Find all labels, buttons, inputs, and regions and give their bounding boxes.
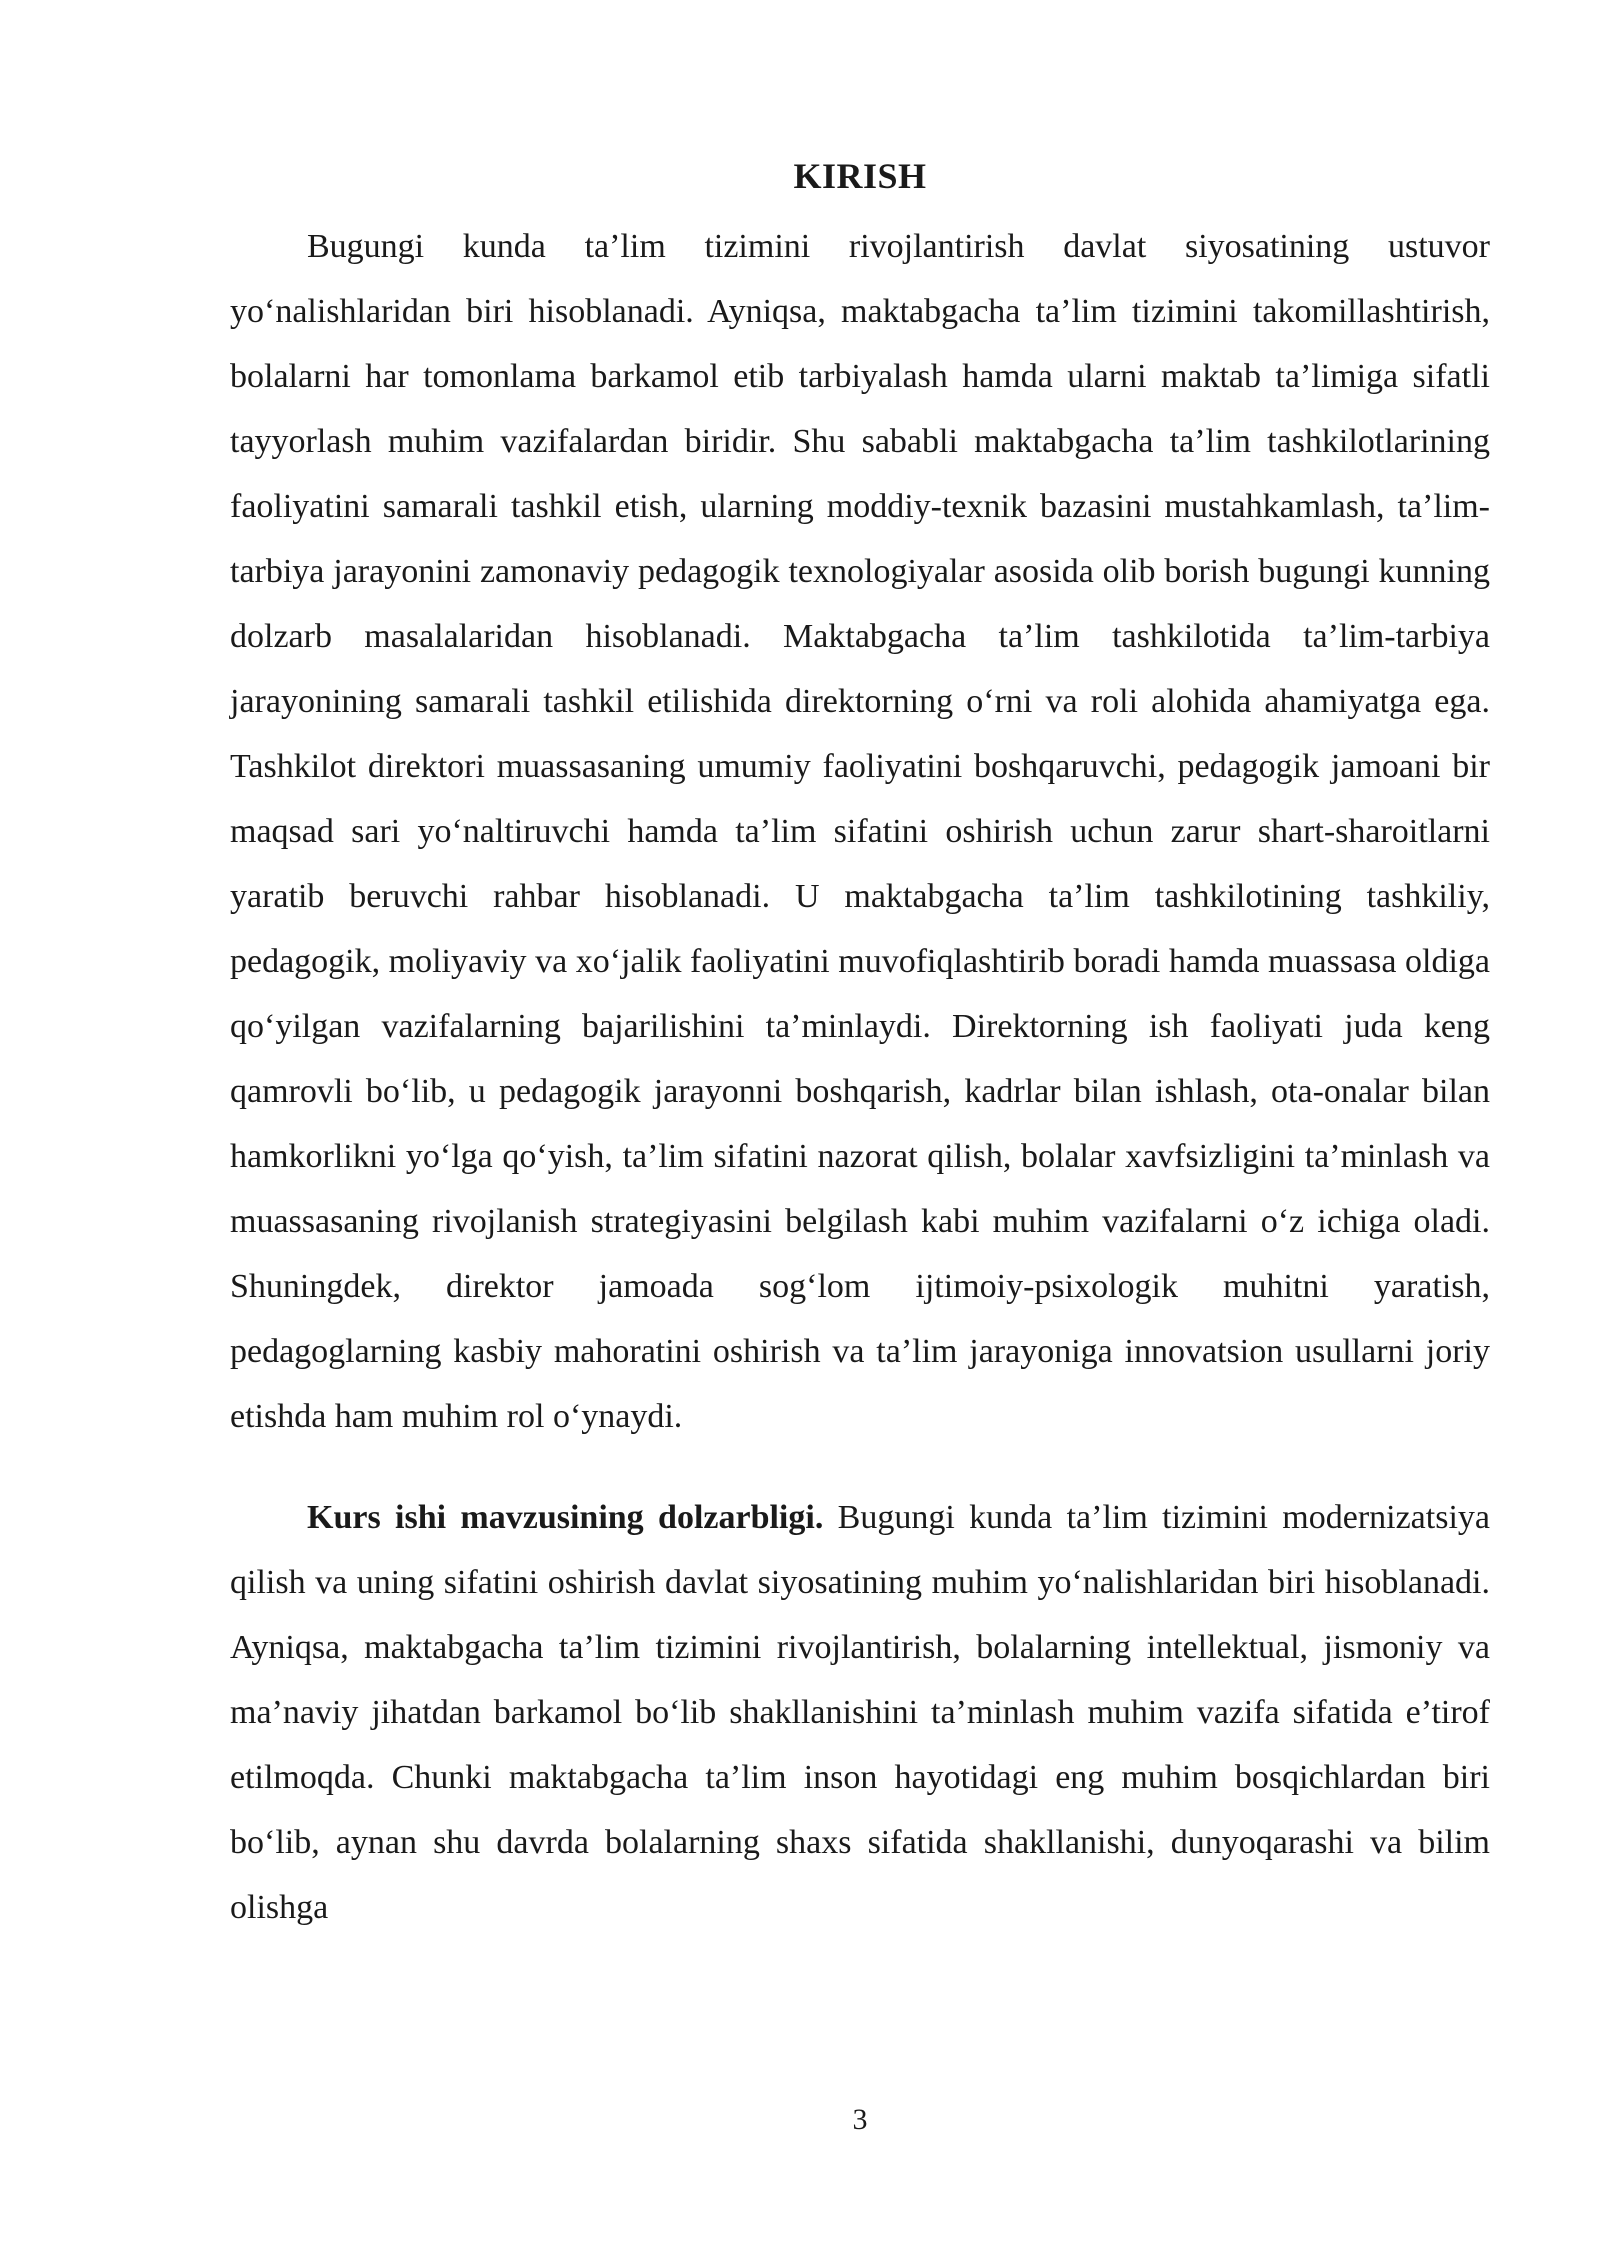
intro-paragraph	[230, 214, 1490, 1449]
relevance-paragraph	[230, 1485, 1490, 1940]
page-number: 3	[852, 2103, 868, 2136]
section-heading: KIRISH	[793, 156, 927, 196]
paragraph-lead: Kurs ishi mavzusining dolzarbligi.	[307, 1499, 824, 1536]
paragraph-text: Bugungi kunda ta’lim tizimini rivojlantirish davlat siyosatining ustuvor yo‘nalishlaridan biri hisoblanadi. Ayniqsa, maktabgacha ta’lim tizimini takomillashtirish, bolalarni har tomonlama barkamol etib tarbiyalash hamda ularni maktab ta’limiga sifatli tayyorlash muhim vazifalardan biridir. Shu sababli maktabgacha ta’lim tashkilotlarining faoliyatini samarali tashkil etish, ularning moddiy-texnik bazasini mustahkamlash, ta’lim-tarbiya jarayonini zamonaviy pedagogik texnologiyalar asosida olib borish bugungi kunning dolzarb masalalaridan hisoblanadi. Maktabgacha ta’lim tashkilotida ta’lim-tarbiya jarayonining samarali tashkil etilishida direktorning o‘rni va roli alohida ahamiyatga ega. Tashkilot direktori muassasaning umumiy faoliyatini boshqaruvchi, pedagogik jamoani bir maqsad sari yo‘naltiruvchi hamda ta’lim sifatini oshirish uchun zarur shart-sharoitlarni yaratib beruvchi rahbar hisoblanadi. U maktabgacha ta’lim tashkilotining tashkiliy, pedagogik, moliyaviy va xo‘jalik faoliyatini muvofiqlashtirib boradi hamda muassasa oldiga qo‘yilgan vazifalarning bajarilishini ta’minlaydi. Direktorning ish faoliyati juda keng qamrovli bo‘lib, u pedagogik jarayonni boshqarish, kadrlar bilan ishlash, ota-onalar bilan hamkorlikni yo‘lga qo‘yish, ta’lim sifatini nazorat qilish, bolalar xavfsizligini ta’minlash va muassasaning rivojlanish strategiyasini belgilash kabi muhim vazifalarni o‘z ichiga oladi. Shuningdek, direktor jamoada sog‘lom ijtimoiy-psixologik muhitni yaratish, pedagoglarning kasbiy mahoratini oshirish va ta’lim jarayoniga innovatsion usullarni joriy etishda ham muhim rol o‘ynaydi.	[230, 228, 1490, 1435]
paragraph-text: Bugungi kunda ta’lim tizimini modernizatsiya qilish va uning sifatini oshirish davlat siyosatining muhim yo‘nalishlaridan biri hisoblanadi. Ayniqsa, maktabgacha ta’lim tizimini rivojlantirish, bolalarning intellektual, jismoniy va ma’naviy jihatdan barkamol bo‘lib shakllanishini ta’minlash muhim vazifa sifatida e’tirof etilmoqda. Chunki maktabgacha ta’lim inson hayotidagi eng muhim bosqichlardan biri bo‘lib, aynan shu davrda bolalarning shaxs sifatida shakllanishi, dunyoqarashi va bilim olishga	[230, 1499, 1490, 1926]
document-page	[230, 150, 1490, 1940]
